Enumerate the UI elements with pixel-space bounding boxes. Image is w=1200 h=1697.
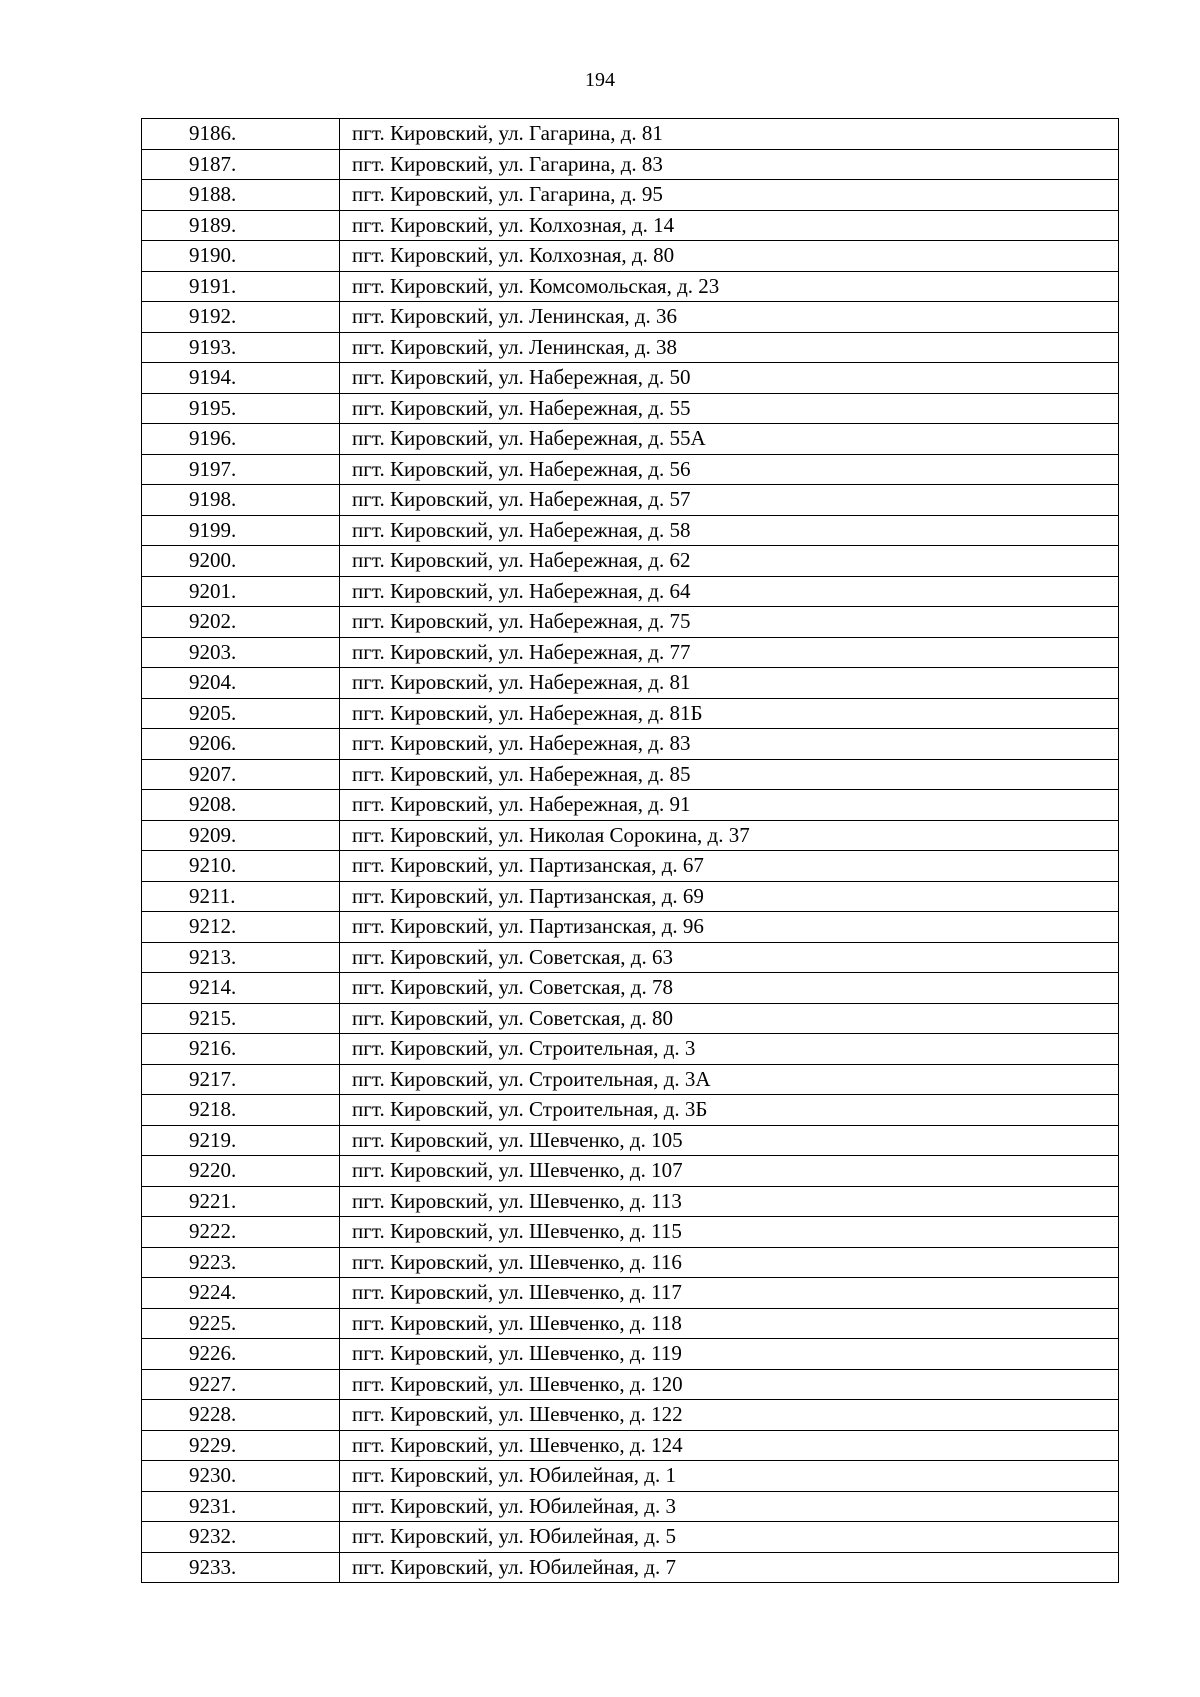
row-number: 9209. — [142, 820, 340, 851]
row-address: пгт. Кировский, ул. Набережная, д. 64 — [340, 576, 1119, 607]
row-number: 9206. — [142, 729, 340, 760]
table-row — [142, 576, 1119, 607]
row-address: пгт. Кировский, ул. Шевченко, д. 117 — [340, 1278, 1119, 1309]
table-row — [142, 790, 1119, 821]
table-row — [142, 515, 1119, 546]
table-row — [142, 759, 1119, 790]
row-number: 9200. — [142, 546, 340, 577]
table-row — [142, 363, 1119, 394]
table-row — [142, 1125, 1119, 1156]
table-row — [142, 851, 1119, 882]
row-address: пгт. Кировский, ул. Шевченко, д. 119 — [340, 1339, 1119, 1370]
table-row — [142, 180, 1119, 211]
row-number: 9189. — [142, 210, 340, 241]
row-address: пгт. Кировский, ул. Юбилейная, д. 7 — [340, 1552, 1119, 1583]
row-address: пгт. Кировский, ул. Партизанская, д. 96 — [340, 912, 1119, 943]
row-number: 9194. — [142, 363, 340, 394]
row-address: пгт. Кировский, ул. Колхозная, д. 80 — [340, 241, 1119, 272]
table-row — [142, 820, 1119, 851]
row-number: 9197. — [142, 454, 340, 485]
table-row — [142, 1369, 1119, 1400]
row-address: пгт. Кировский, ул. Шевченко, д. 118 — [340, 1308, 1119, 1339]
row-address: пгт. Кировский, ул. Строительная, д. 3А — [340, 1064, 1119, 1095]
table-row — [142, 1095, 1119, 1126]
row-number: 9211. — [142, 881, 340, 912]
table-row — [142, 1400, 1119, 1431]
row-number: 9224. — [142, 1278, 340, 1309]
row-number: 9215. — [142, 1003, 340, 1034]
row-address: пгт. Кировский, ул. Ленинская, д. 36 — [340, 302, 1119, 333]
table-row — [142, 1339, 1119, 1370]
row-address: пгт. Кировский, ул. Шевченко, д. 122 — [340, 1400, 1119, 1431]
row-address: пгт. Кировский, ул. Шевченко, д. 105 — [340, 1125, 1119, 1156]
table-row — [142, 881, 1119, 912]
table-row — [142, 698, 1119, 729]
table-row — [142, 1186, 1119, 1217]
row-address: пгт. Кировский, ул. Советская, д. 63 — [340, 942, 1119, 973]
row-number: 9187. — [142, 149, 340, 180]
table-row — [142, 973, 1119, 1004]
table-row — [142, 210, 1119, 241]
table-row — [142, 454, 1119, 485]
row-number: 9223. — [142, 1247, 340, 1278]
row-address: пгт. Кировский, ул. Гагарина, д. 95 — [340, 180, 1119, 211]
row-address: пгт. Кировский, ул. Шевченко, д. 124 — [340, 1430, 1119, 1461]
table-row — [142, 668, 1119, 699]
row-address: пгт. Кировский, ул. Николая Сорокина, д. 37 — [340, 820, 1119, 851]
row-address: пгт. Кировский, ул. Набережная, д. 56 — [340, 454, 1119, 485]
row-address: пгт. Кировский, ул. Строительная, д. 3 — [340, 1034, 1119, 1065]
table-row — [142, 241, 1119, 272]
row-number: 9196. — [142, 424, 340, 455]
row-address: пгт. Кировский, ул. Набережная, д. 83 — [340, 729, 1119, 760]
row-number: 9205. — [142, 698, 340, 729]
table-row — [142, 1522, 1119, 1553]
table-row — [142, 424, 1119, 455]
row-address: пгт. Кировский, ул. Набережная, д. 55 — [340, 393, 1119, 424]
row-number: 9231. — [142, 1491, 340, 1522]
row-number: 9233. — [142, 1552, 340, 1583]
table-row — [142, 1003, 1119, 1034]
row-number: 9199. — [142, 515, 340, 546]
row-address: пгт. Кировский, ул. Гагарина, д. 81 — [340, 119, 1119, 150]
row-address: пгт. Кировский, ул. Набережная, д. 75 — [340, 607, 1119, 638]
row-number: 9210. — [142, 851, 340, 882]
table-row — [142, 332, 1119, 363]
address-table-body — [142, 119, 1119, 1583]
row-number: 9222. — [142, 1217, 340, 1248]
row-number: 9216. — [142, 1034, 340, 1065]
table-row — [142, 1308, 1119, 1339]
table-row — [142, 1156, 1119, 1187]
table-row — [142, 1034, 1119, 1065]
table-row — [142, 302, 1119, 333]
table-row — [142, 271, 1119, 302]
row-number: 9195. — [142, 393, 340, 424]
table-row — [142, 1278, 1119, 1309]
row-number: 9188. — [142, 180, 340, 211]
row-number: 9232. — [142, 1522, 340, 1553]
row-address: пгт. Кировский, ул. Набережная, д. 58 — [340, 515, 1119, 546]
row-number: 9227. — [142, 1369, 340, 1400]
row-address: пгт. Кировский, ул. Ленинская, д. 38 — [340, 332, 1119, 363]
row-address: пгт. Кировский, ул. Набережная, д. 55А — [340, 424, 1119, 455]
row-address: пгт. Кировский, ул. Набережная, д. 81 — [340, 668, 1119, 699]
row-address: пгт. Кировский, ул. Гагарина, д. 83 — [340, 149, 1119, 180]
row-address: пгт. Кировский, ул. Набережная, д. 50 — [340, 363, 1119, 394]
row-number: 9214. — [142, 973, 340, 1004]
row-address: пгт. Кировский, ул. Набережная, д. 91 — [340, 790, 1119, 821]
row-number: 9202. — [142, 607, 340, 638]
table-row — [142, 1217, 1119, 1248]
table-row — [142, 607, 1119, 638]
row-number: 9186. — [142, 119, 340, 150]
row-address: пгт. Кировский, ул. Партизанская, д. 69 — [340, 881, 1119, 912]
row-number: 9220. — [142, 1156, 340, 1187]
table-row — [142, 393, 1119, 424]
row-address: пгт. Кировский, ул. Набережная, д. 57 — [340, 485, 1119, 516]
row-number: 9219. — [142, 1125, 340, 1156]
row-address: пгт. Кировский, ул. Набережная, д. 62 — [340, 546, 1119, 577]
row-address: пгт. Кировский, ул. Набережная, д. 85 — [340, 759, 1119, 790]
row-number: 9213. — [142, 942, 340, 973]
row-number: 9193. — [142, 332, 340, 363]
table-row — [142, 1552, 1119, 1583]
row-address: пгт. Кировский, ул. Комсомольская, д. 23 — [340, 271, 1119, 302]
table-row — [142, 729, 1119, 760]
row-address: пгт. Кировский, ул. Юбилейная, д. 3 — [340, 1491, 1119, 1522]
table-row — [142, 149, 1119, 180]
row-address: пгт. Кировский, ул. Шевченко, д. 116 — [340, 1247, 1119, 1278]
table-row — [142, 637, 1119, 668]
row-number: 9198. — [142, 485, 340, 516]
row-address: пгт. Кировский, ул. Строительная, д. 3Б — [340, 1095, 1119, 1126]
row-number: 9201. — [142, 576, 340, 607]
row-address: пгт. Кировский, ул. Набережная, д. 77 — [340, 637, 1119, 668]
row-number: 9230. — [142, 1461, 340, 1492]
row-number: 9228. — [142, 1400, 340, 1431]
row-number: 9208. — [142, 790, 340, 821]
row-number: 9218. — [142, 1095, 340, 1126]
table-row — [142, 942, 1119, 973]
row-number: 9203. — [142, 637, 340, 668]
table-row — [142, 1430, 1119, 1461]
row-number: 9191. — [142, 271, 340, 302]
table-row — [142, 1491, 1119, 1522]
row-address: пгт. Кировский, ул. Колхозная, д. 14 — [340, 210, 1119, 241]
row-address: пгт. Кировский, ул. Юбилейная, д. 5 — [340, 1522, 1119, 1553]
table-row — [142, 485, 1119, 516]
page-number: 194 — [585, 69, 615, 91]
row-address: пгт. Кировский, ул. Шевченко, д. 115 — [340, 1217, 1119, 1248]
table-row — [142, 1064, 1119, 1095]
table-row — [142, 1461, 1119, 1492]
row-number: 9226. — [142, 1339, 340, 1370]
table-row — [142, 1247, 1119, 1278]
row-address: пгт. Кировский, ул. Юбилейная, д. 1 — [340, 1461, 1119, 1492]
table-row — [142, 912, 1119, 943]
row-address: пгт. Кировский, ул. Шевченко, д. 107 — [340, 1156, 1119, 1187]
row-number: 9217. — [142, 1064, 340, 1095]
row-number: 9225. — [142, 1308, 340, 1339]
row-address: пгт. Кировский, ул. Шевченко, д. 120 — [340, 1369, 1119, 1400]
row-address: пгт. Кировский, ул. Шевченко, д. 113 — [340, 1186, 1119, 1217]
row-number: 9229. — [142, 1430, 340, 1461]
row-address: пгт. Кировский, ул. Партизанская, д. 67 — [340, 851, 1119, 882]
row-number: 9204. — [142, 668, 340, 699]
row-number: 9212. — [142, 912, 340, 943]
row-number: 9190. — [142, 241, 340, 272]
row-address: пгт. Кировский, ул. Советская, д. 78 — [340, 973, 1119, 1004]
row-number: 9207. — [142, 759, 340, 790]
row-number: 9192. — [142, 302, 340, 333]
row-address: пгт. Кировский, ул. Набережная, д. 81Б — [340, 698, 1119, 729]
address-table — [141, 118, 1119, 1583]
table-row — [142, 546, 1119, 577]
table-row — [142, 119, 1119, 150]
row-number: 9221. — [142, 1186, 340, 1217]
row-address: пгт. Кировский, ул. Советская, д. 80 — [340, 1003, 1119, 1034]
